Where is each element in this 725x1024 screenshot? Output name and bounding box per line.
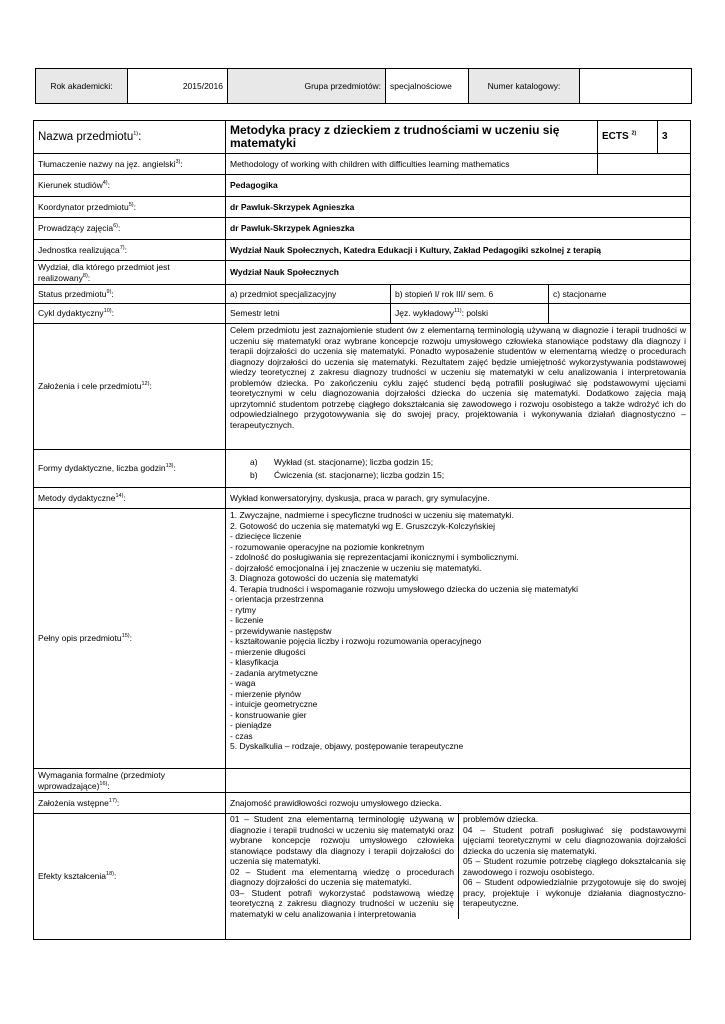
status-a: a) przedmiot specjalizacyjny: [226, 285, 391, 304]
coordinator-label: Koordynator przedmiotu$^{5)}$:: [34, 197, 226, 218]
header-table: [35, 68, 692, 104]
cycle-value: Semestr letni: [226, 304, 391, 324]
goals-label: Założenia i cele przedmiotu$^{12)}$:: [34, 324, 226, 450]
prereq-label: Założenia wstępne$^{17)}$:: [34, 793, 226, 814]
prereq-value: Znajomość prawidłowości rozwoju umysłowego dziecka.: [226, 793, 691, 814]
cycle-empty: [549, 304, 691, 324]
description-value: 1. Zwyczajne, nadmierne i specyficzne trudności w uczeniu się matematyki. 2. Gotowość do uczenia się matematyki wg E. Gruszczyk-Kolczyńskiej - dziecięce liczenie - rozumowanie operacyjne na poziomie konkretnym - zdolność do posługiwania się reprezentacjami ikonicznymi i symbolicznymi. - dojrzałość emocjonalna i jej znaczenie w uczeniu się matematyki. 3. Diagnoza gotowości do uczenia się matematyki 4. Terapia trudności i wspomaganie rozwoju umysłowego dziecka do uczenia się matematyki - orientacja przestrzenna - rytmy - liczenie - przewidywanie następstw - kształtowanie pojęcia liczby i rozwoju rozumowania operacyjnego - mierzenie długości - klasyfikacja - zadania arytmetyczne - waga - mierzenie płynów - intuicje geometryczne - konstruowanie gier - pieniądze - czas 5. Dyskalkulia – rodzaje, objawy, postępowanie terapeutyczne: [226, 509, 691, 769]
language: Jęz. wykładowy$^{11)}$: polski: [391, 304, 549, 324]
status-b: b) stopień I/ rok III/ sem. 6: [391, 285, 549, 304]
translation-value: Methodology of working with children with difficulties learning mathematics: [226, 154, 598, 175]
coordinator-value: dr Pawluk-Skrzypek Agnieszka: [226, 197, 691, 218]
outcomes-label: Efekty kształcenia$^{18)}$:: [34, 814, 226, 940]
list-item: a) Wykład (st. stacjonarne); liczba godzin 15;: [250, 457, 434, 467]
forms-label: Formy dydaktyczne, liczba godzin$^{13)}$:: [34, 450, 226, 488]
forms-list: [226, 450, 691, 488]
faculty-value: Wydział Nauk Społecznych: [226, 261, 691, 285]
unit-label: Jednostka realizująca$^{7)}$:: [34, 240, 226, 261]
lecturer-value: dr Pawluk-Skrzypek Agnieszka: [226, 218, 691, 240]
translation-empty: [598, 154, 691, 175]
catalog-value: [580, 69, 692, 104]
group-value: specjalnościowe: [386, 69, 469, 104]
methods-value: Wykład konwersatoryjny, dyskusja, praca w parach, gry symulacyjne.: [226, 488, 691, 509]
status-c: c) stacjonarne: [549, 285, 691, 304]
lecturer-label: Prowadzący zajęcia$^{6)}$:: [34, 218, 226, 240]
translation-label: Tłumaczenie nazwy na jęz. angielski$^{3)}$:: [34, 154, 226, 175]
description-label: Pełny opis przedmiotu$^{15)}$:: [34, 509, 226, 769]
course-name-label: Nazwa przedmiotu$^{1)}$:: [34, 121, 226, 154]
ects-value: 3: [658, 121, 691, 154]
outcomes-right: problemów dziecka. 04 – Student potrafi posługiwać się podstawowymi ujęciami teoretycznymi w celu diagnozowania dojrzałości dziecka do uczenia się matematyki. 05 – Student rozumie potrzebę ciągłego dokształcania się zawodowego i rozwoju osobistego. 06 – Student odpowiedzialnie przygotowuje się do swojej pracy, projektuje i wykonuje działania diagnostyczno-terapeutyczne.: [458, 814, 690, 919]
outcomes-cell: [226, 814, 691, 940]
cycle-label: Cykl dydaktyczny$^{10)}$:: [34, 304, 226, 324]
goals-value: Celem przedmiotu jest zaznajomienie student ów z elementarną terminologią używaną w diagnozie i terapii trudności w uczeniu się matematyki oraz wybrane koncepcje rozwoju umysłowego człowieka stanowiące podstawy dla diagnozy i terapii dojrzałości do uczenia się matematyki. Ponadto wyposażenie studentów w elementarną wiedzę o procedurach diagnozy dojrzałości do uczenia się matematyki. Rezultatem zajęć będzie umiejętność wykorzystywania podstawowej wiedzy teoretycznej z zakresu diagnozy trudności w uczeniu się matematyki w celu analizowania i interpretowania problemów dziecka. Po zakończeniu cyklu zajęć studenci będą potrafili posługiwać się podstawowymi ujęciami teoretycznymi w celu diagnozowania dojrzałości dziecka do uczenia się matematyki. Dodatkowo zajęcia mają uprzytomnić studentom potrzebę ciągłego dokształcania się zawodowego i rozwoju osobistego a także wdrożyć ich do odpowiedzialnego przygotowywania się do swojej pracy, projektowania i wykonywania działań diagnostyczno – terapeutycznych.: [226, 324, 691, 450]
field-label: Kierunek studiów$^{4)}$:: [34, 175, 226, 197]
unit-value: Wydział Nauk Społecznych, Katedra Edukacji i Kultury, Zakład Pedagogiki szkolnej z terapią: [226, 240, 691, 261]
methods-label: Metody dydaktyczne$^{14)}$:: [34, 488, 226, 509]
faculty-label: Wydział, dla którego przedmiot jest realizowany$^{8)}$:: [34, 261, 226, 285]
academic-year-label: Rok akademicki:: [36, 69, 128, 104]
requirements-value: [226, 769, 691, 793]
outcomes-left: 01 – Student zna elementarną terminologię używaną w diagnozie i terapii trudności w uczeniu się matematyki oraz wybrane koncepcje rozwoju umysłowego człowieka stanowiące podstawy dla diagnozy i terapii dojrzałości do uczenia się matematyki. 02 – Student ma elementarną wiedzę o procedurach diagnozy dojrzałości do uczenia się matematyki. 03– Student potrafi wykorzystać podstawową wiedzę teoretyczną z zakresu diagnozy trudności w uczeniu się matematyki w celu analizowania i interpretowania: [230, 814, 454, 919]
group-label: Grupa przedmiotów:: [228, 69, 386, 104]
status-label: Status przedmiotu$^{9)}$:: [34, 285, 226, 304]
academic-year-value: 2015/2016: [128, 69, 228, 104]
requirements-label: Wymagania formalne (przedmioty wprowadzające)$^{16)}$:: [34, 769, 226, 793]
ects-label: ECTS $^{2)}$: [598, 121, 658, 154]
list-item: b) Ćwiczenia (st. stacjonarne); liczba godzin 15;: [250, 469, 445, 480]
field-value: Pedagogika: [226, 175, 691, 197]
catalog-label: Numer katalogowy:: [469, 69, 580, 104]
course-name-value: Metodyka pracy z dzieckiem z trudnościami w uczeniu się matematyki: [226, 121, 598, 154]
course-table: [33, 120, 691, 940]
